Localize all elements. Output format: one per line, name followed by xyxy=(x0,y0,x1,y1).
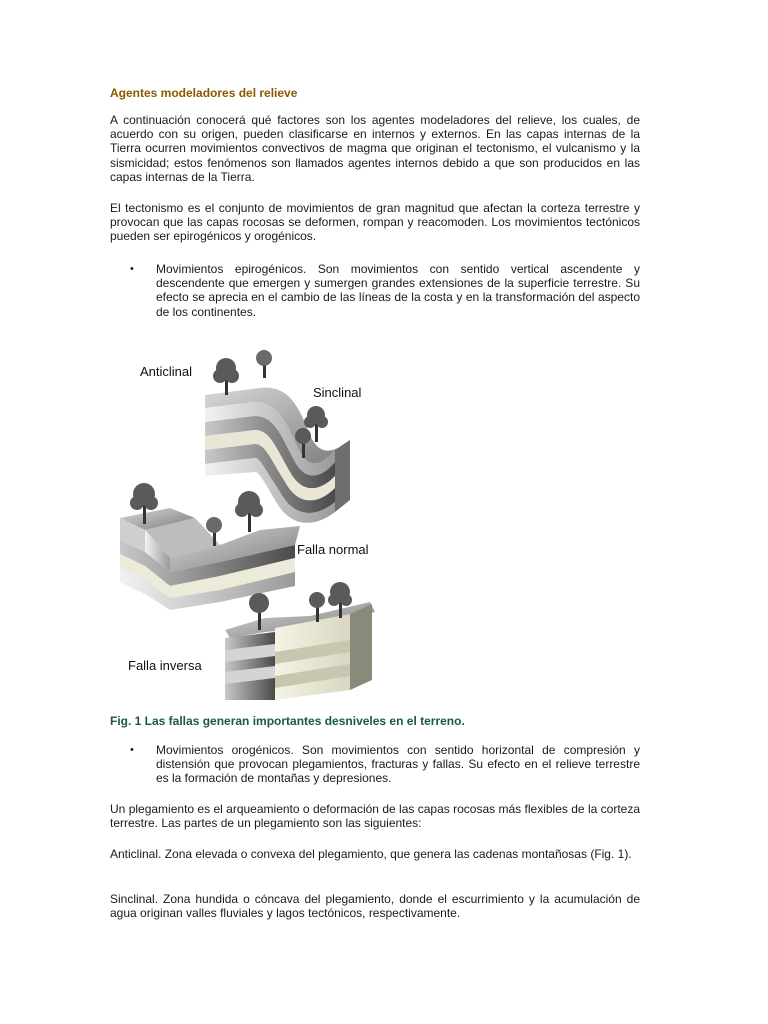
list-item-epirogenicos xyxy=(110,262,640,319)
label-anticlinal: Anticlinal xyxy=(140,364,193,379)
list-item-text: Movimientos orogénicos. Son movimientos con sentido horizontal de compresión y distensión que provocan plegamientos, fracturas y fallas. Su efecto en el relieve terrestre es la formación de montañas y depresiones. xyxy=(156,743,640,786)
tree-icon xyxy=(235,491,263,532)
bullet-marker: • xyxy=(130,744,134,756)
list-item-orogenicos xyxy=(110,743,640,786)
tree-icon xyxy=(213,358,239,395)
fold-block xyxy=(205,388,350,523)
list-item-text: Movimientos epirogénicos. Son movimientos con sentido vertical ascendente y descendente que emergen y sumergen grandes extensiones de la superficie terrestre. Su efecto se aprecia en el cambio de las líneas de la costa y en la transformación del aspecto de los continentes. xyxy=(156,262,640,319)
paragraph-plegamiento: Un plegamiento es el arqueamiento o deformación de las capas rocosas más flexibles de la corteza terrestre. Las partes de un plegamiento son las siguientes: xyxy=(110,802,640,831)
label-sinclinal: Sinclinal xyxy=(313,385,362,400)
label-falla-normal: Falla normal xyxy=(297,542,369,557)
tree-icon xyxy=(256,350,272,378)
paragraph-sinclinal: Sinclinal. Zona hundida o cóncava del plegamiento, donde el escurrimiento y la acumulación de agua originan valles fluviales y lagos tectónicos, respectivamente. xyxy=(110,892,640,921)
geology-illustration xyxy=(110,340,400,706)
label-falla-inversa: Falla inversa xyxy=(128,658,202,673)
paragraph-anticlinal: Anticlinal. Zona elevada o convexa del plegamiento, que genera las cadenas montañosas (Fig. 1). xyxy=(110,847,632,861)
figure-folds-and-faults xyxy=(110,340,400,706)
figure-caption: Fig. 1 Las fallas generan importantes desniveles en el terreno. xyxy=(110,714,465,728)
reverse-fault-block xyxy=(225,602,375,700)
bullet-marker: • xyxy=(130,263,134,275)
paragraph-tectonismo: El tectonismo es el conjunto de movimientos de gran magnitud que afectan la corteza terrestre y provocan que las capas rocosas se deformen, rompan y reacomoden. Los movimientos tectónicos pueden ser epirogénicos y orogénicos. xyxy=(110,201,640,244)
paragraph-intro: A continuación conocerá qué factores son los agentes modeladores del relieve, los cuales, de acuerdo con su origen, pueden clasificarse en internos y externos. En las capas internas de la Tierra ocurren movimientos convectivos de magma que originan el tectonismo, el vulcanismo y la sismicidad; estos fenómenos son llamados agentes internos debido a que son producidos en las capas internas de la Tierra. xyxy=(110,113,640,184)
section-heading: Agentes modeladores del relieve xyxy=(110,86,298,100)
